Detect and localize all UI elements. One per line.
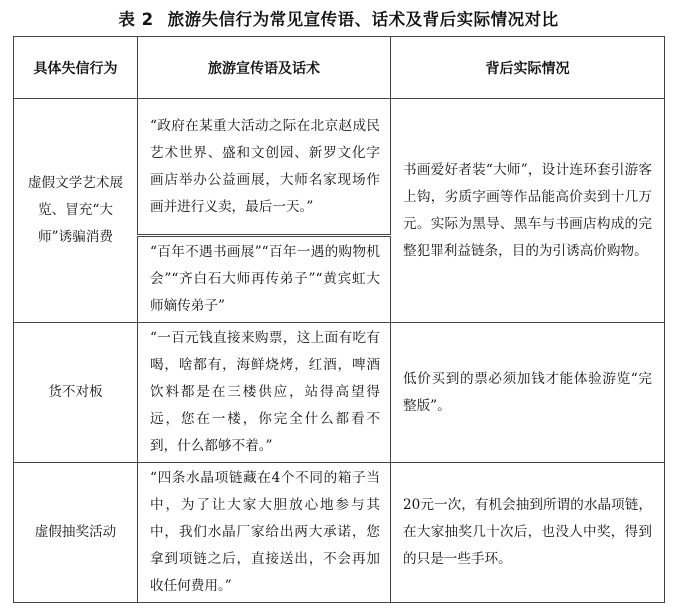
slogan-cell: “四条水晶项链藏在4个不同的箱子当中，为了让大家大胆放心地参与其中，我们水晶厂家给出两大承诺，您拿到项链之后，直接送出，不会再加收任何费用。” bbox=[138, 463, 391, 603]
table-title: 旅游失信行为常见宣传语、话术及背后实际情况对比 bbox=[167, 10, 559, 29]
reality-cell: 书画爱好者装“大师”，设计连环套引游客上钩，劣质字画等作品能高价卖到十几万元。实际为黑导、黑车与书画店构成的完整犯罪利益链条，目的为引诱高价购物。 bbox=[391, 99, 665, 323]
header-slogans: 旅游宣传语及话术 bbox=[138, 37, 391, 99]
behavior-cell: 货不对板 bbox=[14, 323, 138, 463]
table-number: 表 2 bbox=[118, 10, 154, 29]
table-caption bbox=[0, 6, 677, 30]
slogan-cell: “政府在某重大活动之际在北京赵成民艺术世界、盛和文创园、新罗文化字画店举办公益画展，大师名家现场作画并进行义卖，最后一天。” bbox=[138, 99, 391, 236]
comparison-table bbox=[13, 36, 665, 603]
header-behavior: 具体失信行为 bbox=[14, 37, 138, 99]
behavior-cell: 虚假文学艺术展览、冒充“大师”诱骗消费 bbox=[14, 99, 138, 323]
table-row bbox=[14, 323, 665, 463]
slogan-cell: “百年不遇书画展”“百年一遇的购物机会”“齐白石大师再传弟子”“黄宾虹大师嫡传弟子” bbox=[138, 236, 391, 323]
table-row bbox=[14, 99, 665, 236]
header-reality: 背后实际情况 bbox=[391, 37, 665, 99]
reality-cell: 低价买到的票必须加钱才能体验游览“完整版”。 bbox=[391, 323, 665, 463]
slogan-cell: “一百元钱直接来购票，这上面有吃有喝，啥都有，海鲜烧烤，红酒，啤酒饮料都是在三楼供应，站得高望得远，您在一楼，你完全什么都看不到，什么都够不着。” bbox=[138, 323, 391, 463]
table-row bbox=[14, 463, 665, 603]
reality-cell: 20元一次，有机会抽到所谓的水晶项链，在大家抽奖几十次后，也没人中奖，得到的只是一些手环。 bbox=[391, 463, 665, 603]
header-row bbox=[14, 37, 665, 99]
behavior-cell: 虚假抽奖活动 bbox=[14, 463, 138, 603]
